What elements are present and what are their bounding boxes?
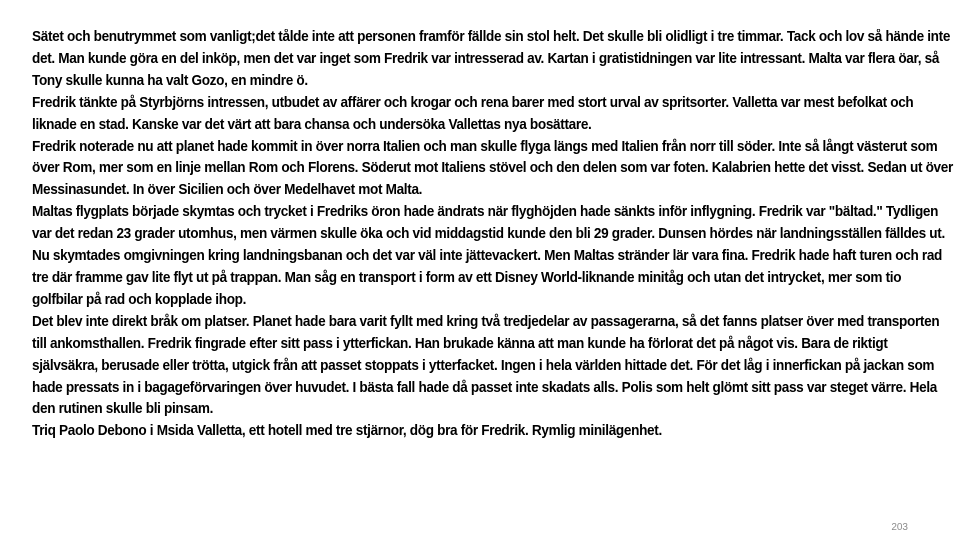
paragraph: Maltas flygplats började skymtas och trycket i Fredriks öron hade ändrats när flyghöjden hade sänkts inför inflygning. Fredrik var "bältad." Tydligen var det redan 23 grader utomhus, men värmen skulle öka och vid middagstid kunde den bli 29 grader. Dunsen hördes när landningsställen fälldes ut. Nu skymtades omgivningen kring landningsbanan och det var väl inte jättevackert. Men Maltas stränder lär vara fina. Fredrik hade haft turen och rad tre där framme gav lite flyt ut på trappan. Man såg en transport i form av ett Disney World-liknande minitåg och utan det intrycket, mer som tio golfbilar på rad och kopplade ihop.	[32, 204, 945, 308]
page-number: 203	[891, 522, 908, 533]
paragraph: Sätet och benutrymmet som vanligt;det tålde inte att personen framför fällde sin stol helt. Det skulle bli olidligt i tre timmar. Tack och lov så hände inte det. Man kunde göra en del inköp, men det var inget som Fredrik var intresserad av. Kartan i gratistidningen var lite intressant. Malta var flera öar, så Tony skulle kunna ha valt Gozo, en mindre ö.	[32, 29, 951, 89]
paragraph: Det blev inte direkt bråk om platser. Planet hade bara varit fyllt med kring två tredjedelar av passagerarna, så det fanns platser över med transporten till ankomsthallen. Fredrik fingrade efter sitt pass i ytterfickan. Han brukade känna att man kunde ha förlorat det på något vis. Bara de riktigt självsäkra, berusade eller trötta, utgick från att passet stoppats i ytterfacket. Ingen i hela världen hittade det. För det låg i innerfickan på jackan som hade pressats in i bagageförvaringen över huvudet. I bästa fall hade då passet inte skadats alls. Polis som helt glömt sitt pass var steget värre. Hela den rutinen skulle bli pinsam.	[32, 313, 940, 418]
body-text	[32, 27, 953, 443]
paragraph: Fredrik noterade nu att planet hade kommit in över norra Italien och man skulle flyga längs med Italien från norr till söder. Inte så långt västerut som över Rom, mer som en linje mellan Rom och Florens. Söderut mot Italiens stövel och den delen som var foten. Kalabrien hette det visst. Sedan ut över Messinasundet. In över Sicilien och över Medelhavet mot Malta.	[32, 138, 953, 199]
paragraph: Fredrik tänkte på Styrbjörns intressen, utbudet av affärer och krogar och rena barer med stort urval av spritsorter. Valletta var mest befolkat och liknade en stad. Kanske var det värt att bara chansa och undersöka Vallettas nya bosättare.	[32, 94, 914, 133]
paragraph: Triq Paolo Debono i Msida Valletta, ett hotell med tre stjärnor, dög bra för Fredrik. Rymlig minilägenhet.	[32, 423, 662, 440]
